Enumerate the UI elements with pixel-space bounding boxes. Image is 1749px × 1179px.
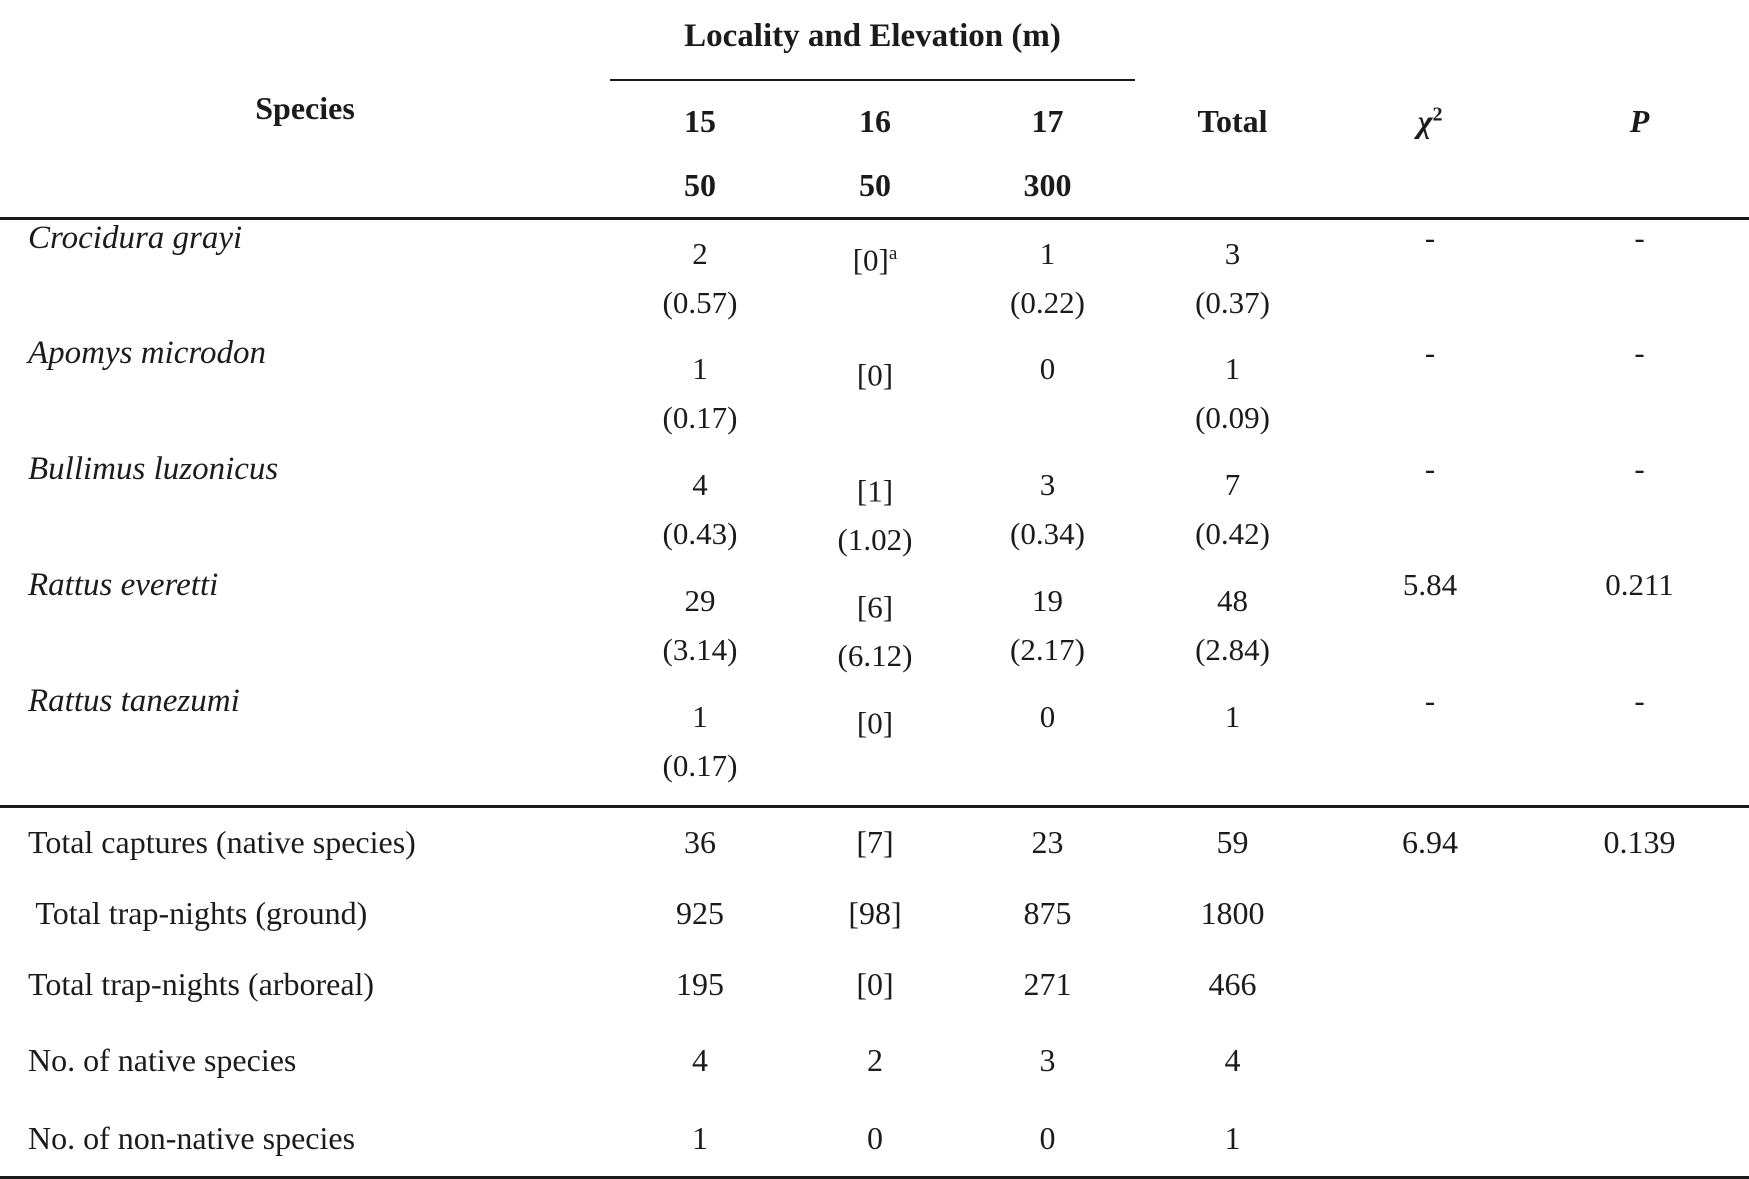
cell-locality17 [960, 683, 1135, 807]
cell-chi-square: - [1424, 334, 1436, 370]
summary-label: Total trap-nights (ground) [28, 894, 368, 931]
cell-locality15 [610, 683, 790, 807]
cell-chi-square: - [1424, 220, 1436, 255]
count-value: 1 [1224, 698, 1241, 734]
table-header [0, 0, 1749, 219]
elevation-16-header: 50 [859, 166, 891, 203]
cell-p-value [1530, 878, 1749, 949]
cell-locality17: 0 [1039, 1120, 1056, 1157]
chi-exponent: 2 [1432, 103, 1443, 126]
count-value: 4 [692, 466, 708, 502]
p-column-header: P [1629, 103, 1650, 139]
species-name: Rattus tanezumi [28, 682, 240, 719]
count-value: [6] [856, 588, 894, 624]
species-row-apomys-microdon [0, 335, 1749, 451]
count-value: 1 [692, 350, 708, 386]
cell-locality16 [790, 683, 960, 807]
cell-p-value [1530, 1102, 1749, 1178]
rate-value: (0.09) [1195, 399, 1270, 435]
chi-symbol: χ [1417, 103, 1433, 139]
cell-total: 1800 [1200, 894, 1265, 931]
cell-locality16: 2 [867, 1042, 883, 1078]
cell-p-value: - [1634, 450, 1645, 486]
cell-locality17 [960, 335, 1135, 451]
summary-label: No. of non-native species [28, 1120, 356, 1157]
rate-value: (1.02) [837, 521, 913, 557]
species-name: Bullimus luzonicus [28, 450, 279, 487]
cell-locality17: 271 [1023, 965, 1072, 1002]
cell-locality15 [610, 219, 790, 335]
count-value: 29 [684, 582, 716, 618]
count-value: 3 [1224, 236, 1241, 271]
cell-total [1135, 335, 1330, 451]
rate-value: (0.37) [1195, 285, 1270, 320]
cell-locality16 [790, 219, 960, 335]
chi-square-column-header [1330, 0, 1530, 219]
count-value: 1 [692, 698, 708, 734]
rate-value: (3.14) [662, 631, 738, 667]
locality-15-header: 15 [684, 102, 716, 139]
count-value: 3 [1039, 466, 1056, 502]
cell-locality16 [790, 335, 960, 451]
species-name: Crocidura grayi [28, 220, 243, 256]
rate-value: (0.34) [1010, 515, 1085, 551]
count-value: 1 [1039, 236, 1056, 271]
cell-locality15: 4 [692, 1042, 708, 1078]
count-value: [1] [856, 472, 894, 508]
cell-chi-square [1330, 1020, 1530, 1102]
count-value: [0] [856, 704, 894, 740]
species-name: Apomys microdon [28, 334, 266, 371]
species-name: Rattus everetti [28, 566, 219, 603]
count-value: 0 [1039, 698, 1056, 734]
count-value: 7 [1224, 466, 1241, 502]
cell-total: 1 [1224, 1120, 1241, 1157]
elevation-17-header: 300 [1023, 166, 1072, 203]
cell-total: 4 [1224, 1042, 1241, 1078]
rate-value: (0.17) [662, 747, 738, 783]
rate-value: (0.17) [662, 399, 738, 435]
rate-value: (2.84) [1195, 631, 1270, 667]
species-row-bullimus-luzonicus [0, 451, 1749, 567]
cell-locality15 [610, 451, 790, 567]
cell-p-value: - [1634, 682, 1645, 718]
species-section [0, 219, 1749, 807]
cell-locality16: 0 [867, 1120, 883, 1157]
cell-locality15: 1 [692, 1120, 708, 1157]
cell-locality17: 875 [1023, 894, 1072, 931]
species-row-crocidura-grayi [0, 219, 1749, 335]
summary-label: No. of native species [28, 1042, 297, 1078]
rate-value: (0.57) [662, 285, 738, 320]
cell-total [1135, 219, 1330, 335]
cell-total: 466 [1208, 965, 1257, 1002]
rate-value: (0.22) [1010, 285, 1085, 320]
count-value: [0] [856, 356, 894, 392]
cell-chi-square [1330, 949, 1530, 1020]
rate-value: (6.12) [837, 637, 913, 673]
total-column-header: Total [1197, 103, 1268, 139]
cell-chi-square: 5.84 [1402, 566, 1458, 602]
species-row-rattus-tanezumi [0, 683, 1749, 807]
locality-elevation-group-header: Locality and Elevation (m) [610, 0, 1135, 80]
summary-row-total-captures [0, 807, 1749, 878]
species-row-rattus-everetti [0, 567, 1749, 683]
cell-p-value [1530, 949, 1749, 1020]
cell-locality16: [7] [856, 824, 894, 861]
cell-chi-square: - [1424, 682, 1436, 718]
locality-17-header: 17 [1031, 102, 1064, 139]
cell-p-value [1530, 1020, 1749, 1102]
count-value: $[0]^a$ [852, 242, 898, 278]
rate-value: (2.17) [1010, 631, 1085, 667]
cell-locality16 [790, 451, 960, 567]
cell-total: 59 [1216, 824, 1249, 861]
cell-locality15: 36 [684, 824, 716, 861]
summary-row-trap-nights-arboreal [0, 949, 1749, 1020]
summary-row-trap-nights-ground [0, 878, 1749, 949]
cell-chi-square: 6.94 [1402, 824, 1459, 861]
cell-chi-square [1330, 878, 1530, 949]
cell-locality17 [960, 451, 1135, 567]
species-column-header: Species [255, 90, 355, 126]
cell-p-value: 0.139 [1603, 824, 1676, 861]
cell-p-value: - [1634, 220, 1645, 255]
cell-p-value: 0.211 [1605, 566, 1674, 602]
count-value: 0 [1039, 350, 1056, 386]
summary-section [0, 807, 1749, 1178]
count-value: 1 [1224, 350, 1241, 386]
cell-locality16: [98] [848, 894, 902, 931]
summary-label: Total trap-nights (arboreal) [28, 965, 375, 1002]
summary-row-nonnative-species [0, 1102, 1749, 1178]
locality-16-header: 16 [859, 102, 891, 139]
count-value: 48 [1217, 582, 1249, 618]
count-value: 2 [692, 236, 708, 271]
rate-value: (0.42) [1195, 515, 1270, 551]
cell-p-value: - [1634, 334, 1645, 370]
cell-locality16: [0] [856, 965, 894, 1002]
cell-locality17 [960, 219, 1135, 335]
count-value: 19 [1032, 582, 1063, 618]
cell-total [1135, 683, 1330, 807]
cell-total [1135, 451, 1330, 567]
cell-chi-square: - [1424, 450, 1436, 486]
summary-row-native-species [0, 1020, 1749, 1102]
summary-label: Total captures (native species) [28, 824, 416, 861]
cell-locality15 [610, 567, 790, 683]
cell-chi-square [1330, 1102, 1530, 1178]
footnote-marker: a [888, 243, 898, 264]
cell-total [1135, 567, 1330, 683]
elevation-15-header: 50 [684, 166, 716, 203]
cell-locality16 [790, 567, 960, 683]
rate-value: (0.43) [662, 515, 738, 551]
cell-locality15: 925 [676, 894, 724, 931]
cell-locality17: 3 [1039, 1042, 1056, 1078]
cell-locality17 [960, 567, 1135, 683]
cell-locality15: 195 [676, 965, 724, 1002]
cell-locality17: 23 [1031, 824, 1064, 861]
cell-locality15 [610, 335, 790, 451]
